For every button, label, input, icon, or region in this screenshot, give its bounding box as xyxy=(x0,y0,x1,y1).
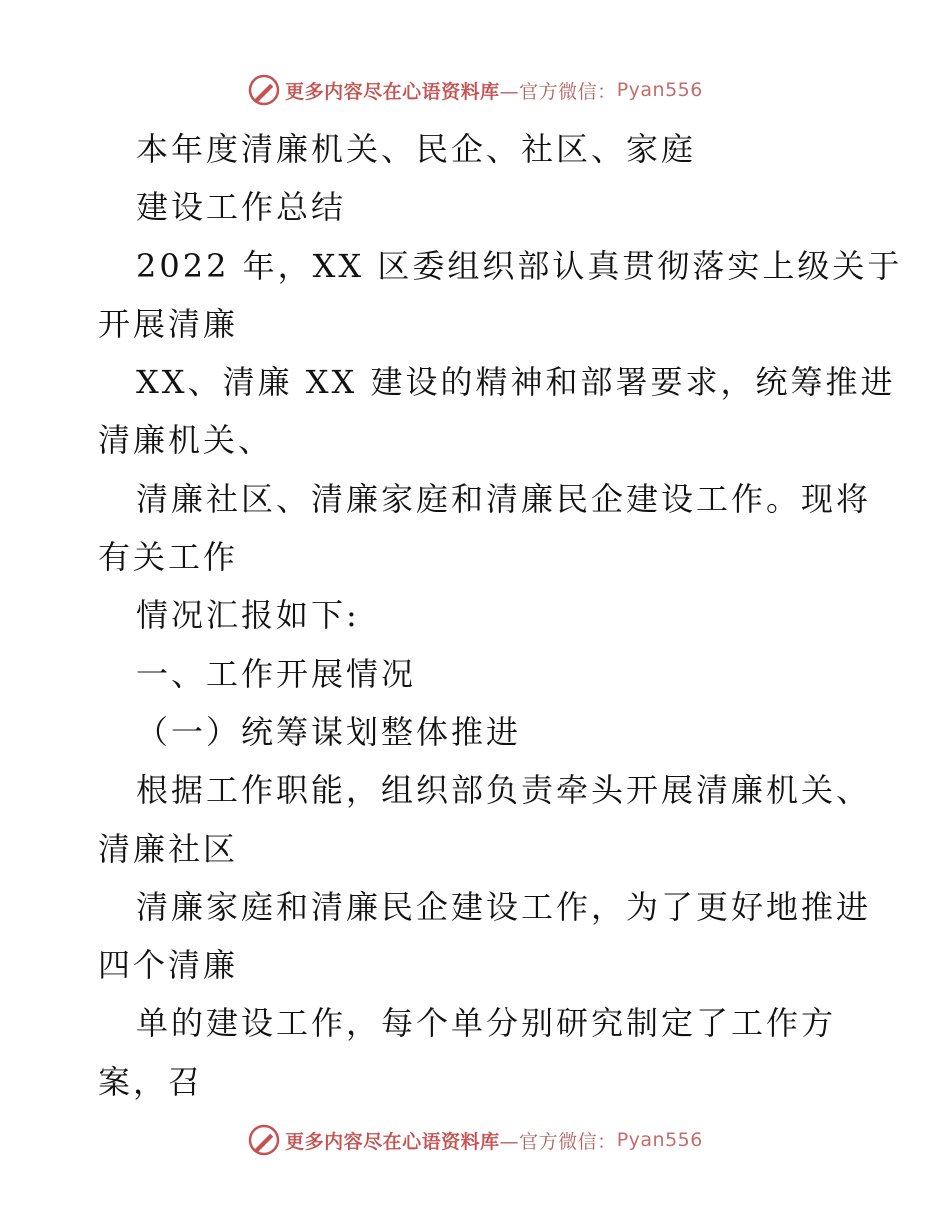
paragraph-line: 清廉家庭和清廉民企建设工作，为了更好地推进 xyxy=(136,887,872,926)
watermark-label: —官方微信： xyxy=(499,1130,617,1153)
pen-logo-icon xyxy=(247,1123,281,1157)
paragraph-line: 根据工作职能，组织部负责牵头开展清廉机关、 xyxy=(136,771,872,810)
watermark-account: Pyan556 xyxy=(616,1129,703,1151)
paragraph-line: 清廉社区、清廉家庭和清廉民企建设工作。现将 xyxy=(136,479,872,518)
watermark-account: Pyan556 xyxy=(616,79,703,101)
paragraph-line: 2022 年，XX 区委组织部认真贯彻落实上级关于 xyxy=(136,246,903,285)
watermark-label: —官方微信： xyxy=(499,80,617,103)
subsection-heading: （一）统筹谋划整体推进 xyxy=(136,712,522,751)
paragraph-line: 清廉社区 xyxy=(98,829,239,868)
section-heading: 一、工作开展情况 xyxy=(136,654,417,693)
paragraph-line: 清廉机关、 xyxy=(98,421,274,460)
paragraph-line: 有关工作 xyxy=(98,538,239,577)
document-title-cont: 建设工作总结 xyxy=(136,188,347,227)
pen-logo-icon xyxy=(247,73,281,107)
paragraph-line: 案，召 xyxy=(98,1062,204,1101)
watermark-brand: 更多内容尽在心语资料库 xyxy=(285,80,500,103)
watermark-header xyxy=(0,70,950,110)
paragraph-line: 四个清廉 xyxy=(98,946,239,985)
paragraph-line: XX、清廉 XX 建设的精神和部署要求，统筹推进 xyxy=(136,363,896,402)
paragraph-line: 情况汇报如下: xyxy=(136,596,360,635)
document-body xyxy=(98,120,903,1111)
paragraph-line: 单的建设工作，每个单分别研究制定了工作方 xyxy=(136,1004,837,1043)
watermark-footer xyxy=(0,1120,950,1160)
paragraph-line: 开展清廉 xyxy=(98,304,239,343)
document-title: 本年度清廉机关、民企、社区、家庭 xyxy=(136,130,697,168)
watermark-brand: 更多内容尽在心语资料库 xyxy=(285,1130,500,1153)
